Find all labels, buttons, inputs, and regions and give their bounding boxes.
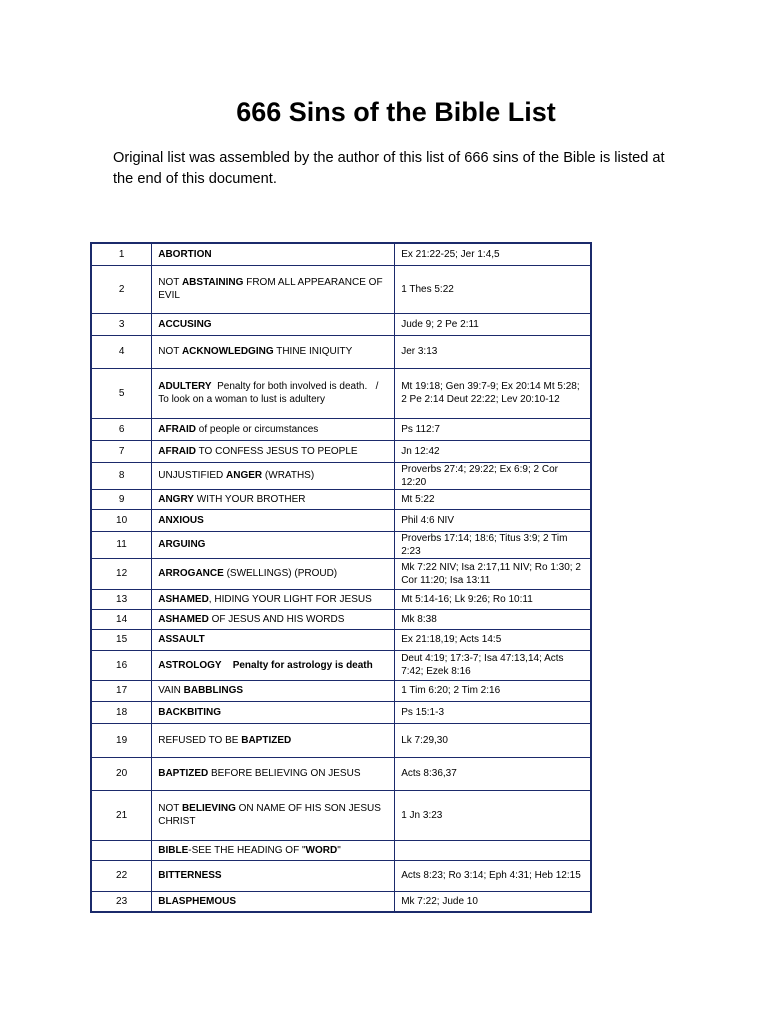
sin-keyword: ACCUSING [158, 318, 212, 330]
row-number: 23 [91, 891, 152, 912]
scripture-reference: Mk 8:38 [395, 609, 591, 629]
row-number: 3 [91, 313, 152, 335]
sin-keyword: WORD [305, 844, 338, 856]
scripture-reference [395, 840, 591, 860]
scripture-reference: Mk 7:22 NIV; Isa 2:17,11 NIV; Ro 1:30; 2 Cor 11:20; Isa 13:11 [395, 558, 591, 589]
sin-text: Penalty for both involved is death. / To look on a woman to lust is adultery [158, 381, 384, 405]
sin-description [152, 790, 395, 840]
sin-keyword: ASHAMED [158, 593, 209, 605]
sin-description [152, 860, 395, 891]
row-number: 6 [91, 418, 152, 440]
sin-keyword: ABORTION [158, 248, 212, 260]
sin-keyword: ANGRY [158, 493, 194, 505]
row-number: 13 [91, 589, 152, 609]
sin-keyword: AFRAID [158, 423, 197, 435]
sin-keyword: ARGUING [158, 539, 206, 550]
sin-text: of people or circumstances [196, 423, 319, 435]
sin-keyword: ANXIOUS [158, 514, 204, 526]
row-number [91, 840, 152, 860]
scripture-reference: 1 Thes 5:22 [395, 265, 591, 313]
sin-text: VAIN [158, 685, 184, 696]
row-number: 12 [91, 558, 152, 589]
table-row [91, 701, 591, 723]
row-number: 1 [91, 243, 152, 265]
row-number: 2 [91, 265, 152, 313]
sin-text: UNJUSTIFIED [158, 470, 227, 481]
scripture-reference: Lk 7:29,30 [395, 723, 591, 757]
sin-keyword: ABSTAINING [181, 277, 244, 288]
sin-keyword: ASSAULT [158, 634, 205, 645]
intro-paragraph: Original list was assembled by the author of this list of 666 sins of the Bible is listed at the end of this document. [113, 150, 665, 187]
sin-text: ON NAME OF HIS SON JESUS CHRIST [158, 803, 384, 827]
sin-keyword: ACKNOWLEDGING [181, 346, 274, 357]
table-row [91, 680, 591, 701]
sin-description [152, 440, 395, 462]
sin-text: OF JESUS AND HIS WORDS [208, 613, 345, 625]
table-row [91, 790, 591, 840]
table-row [91, 462, 591, 489]
row-number: 5 [91, 368, 152, 418]
row-number: 20 [91, 757, 152, 790]
sin-description [152, 489, 395, 509]
sin-description [152, 335, 395, 368]
sin-description [152, 558, 395, 589]
sin-text: THINE INIQUITY [273, 346, 353, 357]
row-number: 16 [91, 650, 152, 680]
sin-description [152, 891, 395, 912]
table-row [91, 860, 591, 891]
sin-keyword: ADULTERY [158, 381, 212, 392]
sin-description [152, 531, 395, 558]
sin-description [152, 462, 395, 489]
row-number: 19 [91, 723, 152, 757]
scripture-reference: Ex 21:22-25; Jer 1:4,5 [395, 243, 591, 265]
sin-description [152, 650, 395, 680]
table-row [91, 589, 591, 609]
table-row [91, 650, 591, 680]
table-row [91, 313, 591, 335]
sins-table-body [91, 243, 591, 912]
scripture-reference: Mt 5:14-16; Lk 9:26; Ro 10:11 [395, 589, 591, 609]
scripture-reference: 1 Tim 6:20; 2 Tim 2:16 [395, 680, 591, 701]
document-title: 666 Sins of the Bible List [236, 97, 556, 127]
sin-description [152, 701, 395, 723]
table-row [91, 440, 591, 462]
sin-description [152, 418, 395, 440]
sin-text [222, 660, 233, 671]
row-number: 10 [91, 509, 152, 531]
sin-description [152, 757, 395, 790]
scripture-reference: Acts 8:36,37 [395, 757, 591, 790]
sin-keyword: BAPTIZED [158, 768, 209, 779]
sin-description [152, 609, 395, 629]
row-number: 11 [91, 531, 152, 558]
table-row [91, 723, 591, 757]
sin-text: " [337, 844, 341, 856]
sin-text: BEFORE BELIEVING ON JESUS [208, 768, 361, 779]
sin-keyword: AFRAID [158, 445, 197, 457]
row-number: 9 [91, 489, 152, 509]
row-number: 14 [91, 609, 152, 629]
sin-text: NOT [158, 803, 182, 814]
sins-table [90, 242, 592, 913]
scripture-reference: Proverbs 27:4; 29:22; Ex 6:9; 2 Cor 12:20 [395, 462, 591, 489]
sin-description [152, 313, 395, 335]
sin-keyword: ASHAMED [158, 613, 209, 625]
scripture-reference: Ps 15:1-3 [395, 701, 591, 723]
table-row [91, 335, 591, 368]
sin-keyword: BABBLINGS [183, 685, 244, 696]
table-row [91, 609, 591, 629]
row-number: 21 [91, 790, 152, 840]
sin-description [152, 243, 395, 265]
table-row [91, 629, 591, 650]
table-row [91, 489, 591, 509]
table-row [91, 757, 591, 790]
table-row [91, 243, 591, 265]
sin-text: NOT [158, 346, 182, 357]
sin-keyword: ASTROLOGY [158, 659, 222, 671]
scripture-reference: Phil 4:6 NIV [395, 509, 591, 531]
sin-keyword: BAPTIZED [241, 734, 292, 746]
sin-keyword: BITTERNESS [158, 870, 222, 881]
sin-text: WITH YOUR BROTHER [193, 493, 306, 505]
table-row [91, 265, 591, 313]
row-number: 15 [91, 629, 152, 650]
sin-text: NOT [158, 277, 182, 288]
scripture-reference: Ex 21:18,19; Acts 14:5 [395, 629, 591, 650]
sin-description [152, 723, 395, 757]
table-row [91, 840, 591, 860]
sin-keyword: BACKBITING [158, 706, 222, 718]
row-number: 17 [91, 680, 152, 701]
scripture-reference: Deut 4:19; 17:3-7; Isa 47:13,14; Acts 7:42; Ezek 8:16 [395, 650, 591, 680]
row-number: 7 [91, 440, 152, 462]
row-number: 4 [91, 335, 152, 368]
sin-text: FROM ALL APPEARANCE OF EVIL [158, 277, 386, 301]
scripture-reference: 1 Jn 3:23 [395, 790, 591, 840]
scripture-reference: Jn 12:42 [395, 440, 591, 462]
scripture-reference: Ps 112:7 [395, 418, 591, 440]
sin-description [152, 509, 395, 531]
scripture-reference: Jude 9; 2 Pe 2:11 [395, 313, 591, 335]
sin-text: REFUSED TO BE [158, 734, 242, 746]
sin-keyword: BIBLE [158, 844, 189, 856]
table-row [91, 531, 591, 558]
sin-description [152, 589, 395, 609]
table-row [91, 891, 591, 912]
sin-keyword: Penalty for astrology is death [232, 659, 373, 671]
sin-keyword: BELIEVING [181, 803, 236, 814]
sin-description [152, 368, 395, 418]
row-number: 22 [91, 860, 152, 891]
table-row [91, 509, 591, 531]
scripture-reference: Acts 8:23; Ro 3:14; Eph 4:31; Heb 12:15 [395, 860, 591, 891]
scripture-reference: Mt 5:22 [395, 489, 591, 509]
row-number: 8 [91, 462, 152, 489]
sin-keyword: ARROGANCE [158, 568, 224, 579]
scripture-reference: Mt 19:18; Gen 39:7-9; Ex 20:14 Mt 5:28; 2 Pe 2:14 Deut 22:22; Lev 20:10-12 [395, 368, 591, 418]
table-row [91, 558, 591, 589]
sin-description [152, 680, 395, 701]
sin-text: -SEE THE HEADING OF " [188, 844, 306, 856]
scripture-reference: Mk 7:22; Jude 10 [395, 891, 591, 912]
sin-description [152, 840, 395, 860]
sin-description [152, 265, 395, 313]
sin-description [152, 629, 395, 650]
table-row [91, 368, 591, 418]
sin-text: (SWELLINGS) (PROUD) [223, 568, 338, 579]
sin-keyword: ANGER [226, 470, 263, 481]
scripture-reference: Jer 3:13 [395, 335, 591, 368]
sin-text: (WRATHS) [262, 470, 315, 481]
sin-text: , HIDING YOUR LIGHT FOR JESUS [208, 593, 372, 605]
table-row [91, 418, 591, 440]
sin-keyword: BLASPHEMOUS [158, 895, 237, 907]
sin-text: TO CONFESS JESUS TO PEOPLE [196, 445, 358, 457]
row-number: 18 [91, 701, 152, 723]
scripture-reference: Proverbs 17:14; 18:6; Titus 3:9; 2 Tim 2:23 [395, 531, 591, 558]
